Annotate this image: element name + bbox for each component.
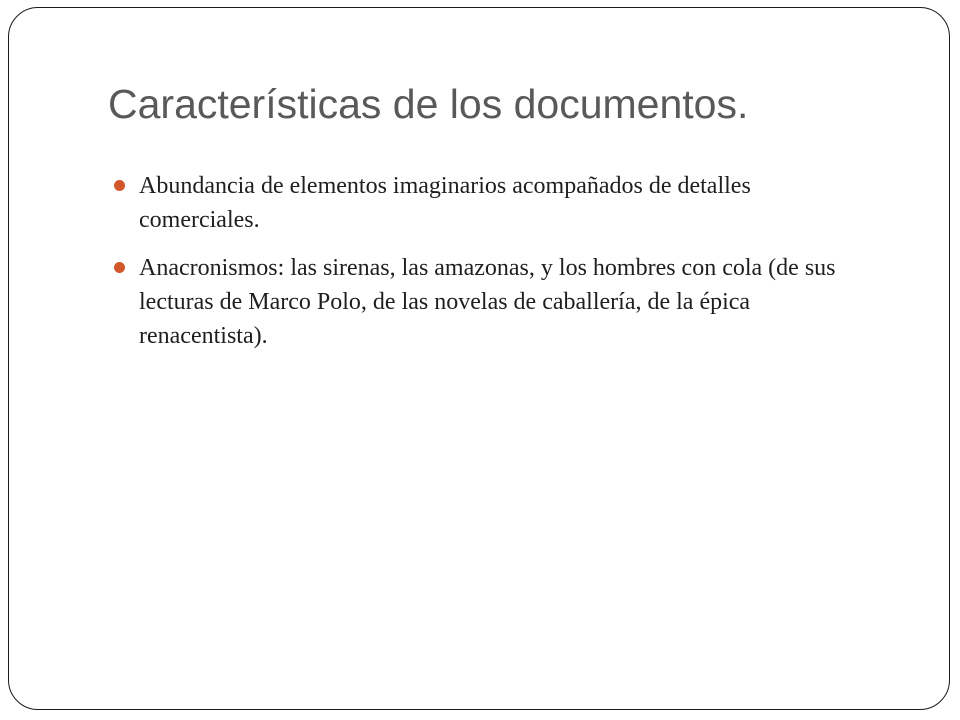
slide-title: Características de los documentos. <box>108 81 749 127</box>
bullet-text: Anacronismos: las sirenas, las amazonas, y los hombres con cola (de sus lecturas de Marco Polo, de las novelas de caballería, de la épica renacentista). <box>139 255 836 349</box>
bullet-dot-icon <box>114 262 125 273</box>
bullet-dot-icon <box>114 180 125 191</box>
bullet-list <box>114 169 874 367</box>
bullet-item <box>114 251 874 353</box>
bullet-item <box>114 169 874 237</box>
slide-frame <box>8 7 950 710</box>
bullet-text: Abundancia de elementos imaginarios acompañados de detalles comerciales. <box>139 173 751 233</box>
